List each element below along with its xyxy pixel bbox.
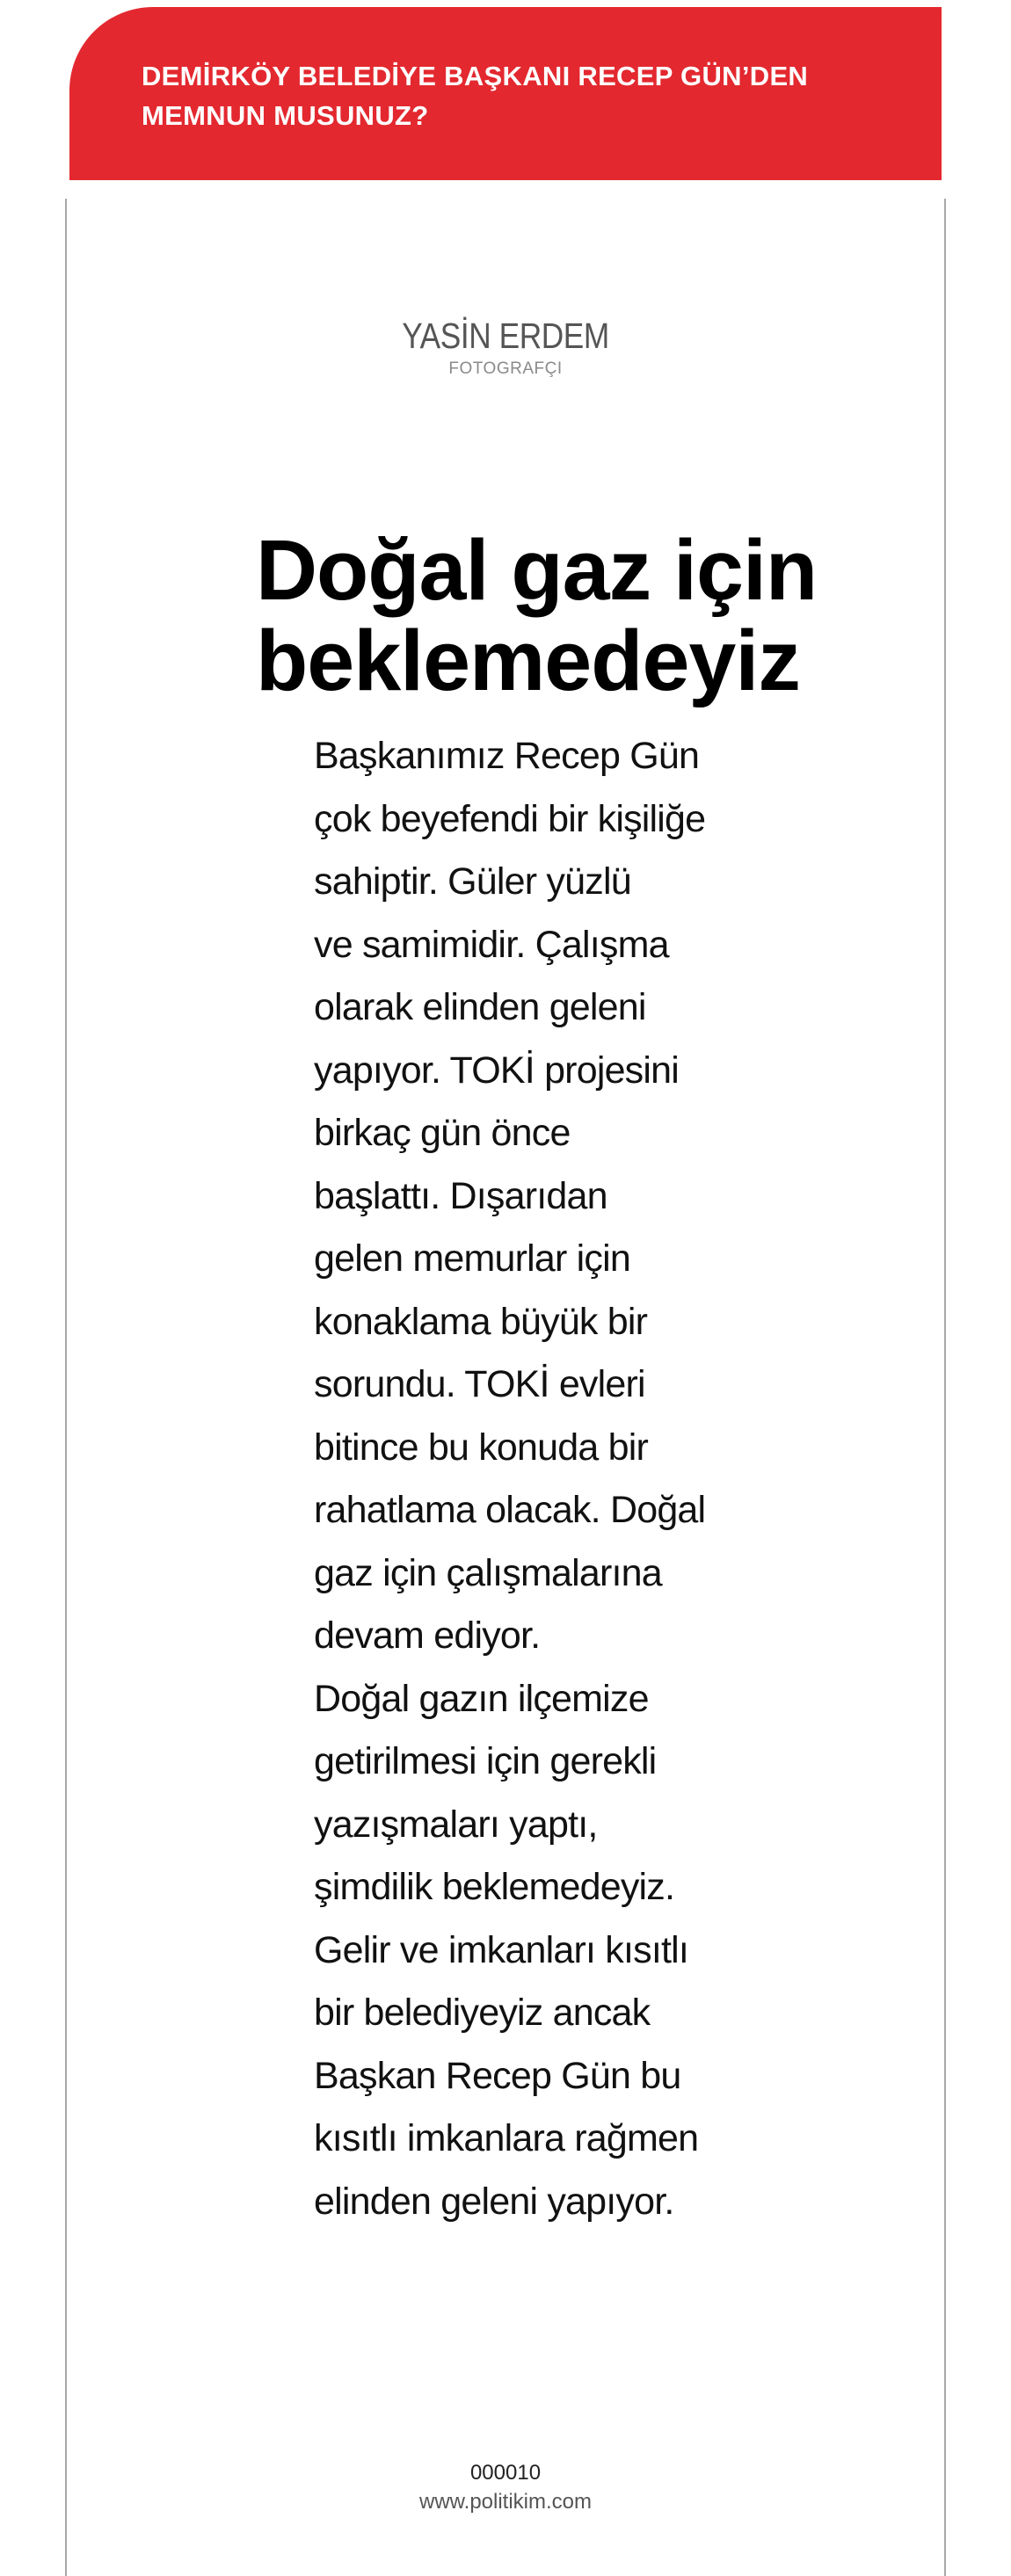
- body-line: Doğal gazın ilçemize: [314, 1677, 649, 1720]
- page-footer: [0, 2458, 1011, 2516]
- body-line: gelen memurlar için: [314, 1237, 631, 1280]
- author-block: [0, 315, 1011, 380]
- header-title-line: DEMİRKÖY BELEDİYE BAŞKANI RECEP GÜN’DEN: [142, 61, 809, 91]
- author-role: FOTOGRAFÇI: [448, 359, 563, 378]
- body-line: konaklama büyük bir: [314, 1300, 648, 1343]
- body-line: kısıtlı imkanlara rağmen: [314, 2117, 699, 2159]
- body-line: gaz için çalışmalarına: [314, 1551, 662, 1594]
- body-line: şimdilik beklemedeyiz.: [314, 1866, 675, 1908]
- headline-line: Doğal gaz için: [256, 522, 818, 618]
- body-line: Başkanımız Recep Gün: [314, 735, 700, 777]
- body-line: çok beyefendi bir kişiliğe: [314, 797, 706, 840]
- header-banner: [69, 7, 942, 180]
- frame-right-rule: [944, 199, 946, 2576]
- body-line: getirilmesi için gerekli: [314, 1740, 657, 1782]
- body-line: yazışmaları yaptı,: [314, 1803, 598, 1846]
- body-line: birkaç gün önce: [314, 1112, 571, 1154]
- body-line: sahiptir. Güler yüzlü: [314, 860, 631, 903]
- header-title-line: MEMNUN MUSUNUZ?: [142, 100, 429, 131]
- header-title: [142, 56, 942, 135]
- frame-left-rule: [65, 199, 67, 2576]
- body-line: rahatlama olacak. Doğal: [314, 1489, 706, 1531]
- body-line: sorundu. TOKİ evleri: [314, 1363, 645, 1405]
- body-line: bir belediyeyiz ancak: [314, 1992, 651, 2034]
- body-line: elinden geleni yapıyor.: [314, 2180, 674, 2223]
- author-name: YASİN ERDEM: [402, 316, 609, 356]
- headline-line: beklemedeyiz: [256, 613, 800, 708]
- body-line: bitince bu konuda bir: [314, 1426, 649, 1469]
- body-line: olarak elinden geleni: [314, 986, 646, 1028]
- body-line: Gelir ve imkanları kısıtlı: [314, 1928, 689, 1971]
- body-line: Başkan Recep Gün bu: [314, 2054, 681, 2097]
- page-number: 000010: [469, 2461, 542, 2485]
- body-line: yapıyor. TOKİ projesini: [314, 1049, 680, 1092]
- article-headline: [256, 522, 818, 708]
- body-line: devam ediyor.: [314, 1615, 541, 1657]
- website-link[interactable]: www.politikim.com: [418, 2490, 593, 2514]
- body-line: başlattı. Dışarıdan: [314, 1174, 607, 1217]
- article-body: [314, 725, 705, 2233]
- body-line: ve samimidir. Çalışma: [314, 923, 669, 966]
